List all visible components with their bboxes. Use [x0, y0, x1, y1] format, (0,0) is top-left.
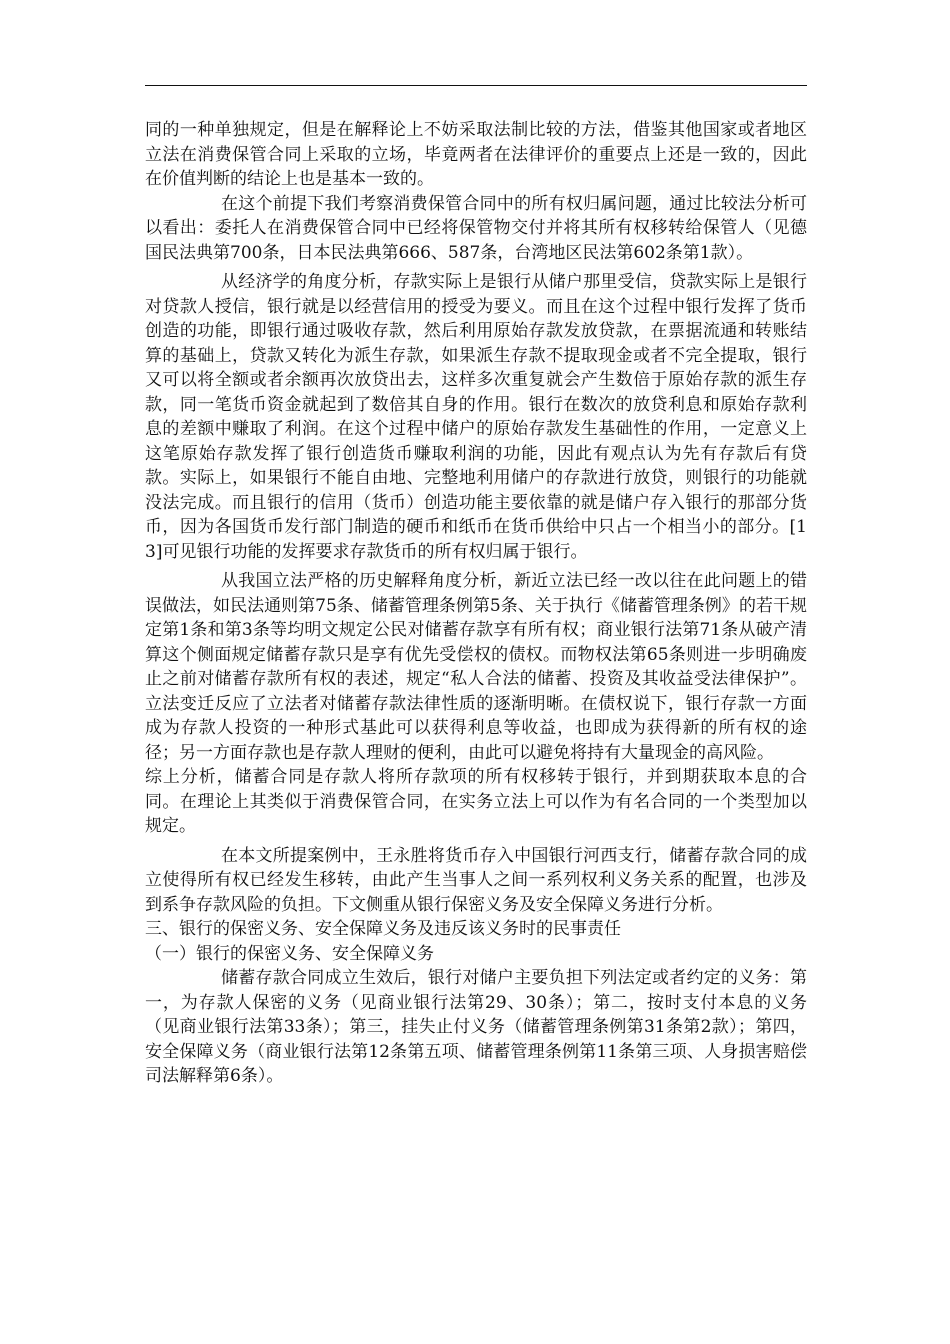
paragraph-2: 在这个前提下我们考察消费保管合同中的所有权归属问题，通过比较法分析可以看出：委托人在消费保管合同中已经将保管物交付并将其所有权移转给保管人（见德国民法典第700条，日本民法典第666、587条，台湾地区民法第602条第1款）。	[145, 193, 807, 263]
paragraph-4: 从我国立法严格的历史解释角度分析，新近立法已经一改以往在此问题上的错误做法，如民法通则第75条、储蓄管理条例第5条、关于执行《储蓄管理条例》的若干规定第1条和第3条等均明文规定公民对储蓄存款享有所有权；商业银行法第71条从破产清算这个侧面规定储蓄存款只是享有优先受偿权的债权。而物权法第65条则进一步明确废止之前对储蓄存款所有权的表述，规定“私人合法的储蓄、投资及其收益受法律保护”。立法变迁反应了立法者对储蓄存款法律性质的逐渐明晰。在债权说下，银行存款一方面成为存款人投资的一种形式基此可以获得利息等收益，也即成为获得新的所有权的途径；另一方面存款也是存款人理财的便利，由此可以避免将持有大量现金的高风险。	[145, 571, 807, 763]
document-body	[145, 118, 807, 1089]
section-heading: 三、银行的保密义务、安全保障义务及违反该义务时的民事责任	[145, 919, 621, 939]
paragraph-7: 储蓄存款合同成立生效后，银行对储户主要负担下列法定或者约定的义务：第一，为存款人保密的义务（见商业银行法第29、30条）；第二，按时支付本息的义务（见商业银行法第33条）；第三，挂失止付义务（储蓄管理条例第31条第2款）；第四，安全保障义务（商业银行法第12条第五项、储蓄管理条例第11条第三项、人身损害赔偿司法解释第6条）。	[145, 968, 807, 1086]
paragraph-1: 同的一种单独规定，但是在解释论上不妨采取法制比较的方法，借鉴其他国家或者地区立法在消费保管合同上采取的立场，毕竟两者在法律评价的重要点上还是一致的，因此在价值判断的结论上也是基本一致的。	[145, 120, 807, 189]
paragraph-5: 综上分析，储蓄合同是存款人将所存款项的所有权移转于银行，并到期获取本息的合同。在理论上其类似于消费保管合同，在实务立法上可以作为有名合同的一个类型加以规定。	[145, 767, 807, 836]
subsection-heading: （一）银行的保密义务、安全保障义务	[145, 943, 434, 964]
paragraph-3: 从经济学的角度分析，存款实际上是银行从储户那里受信，贷款实际上是银行对贷款人授信，银行就是以经营信用的授受为要义。而且在这个过程中银行发挥了货币创造的功能，即银行通过吸收存款，然后利用原始存款发放贷款，在票据流通和转账结算的基础上，贷款又转化为派生存款，如果派生存款不提取现金或者不完全提取，银行又可以将全额或者余额再次放贷出去，这样多次重复就会产生数倍于原始存款的派生存款，同一笔货币资金就起到了数倍其自身的作用。银行在数次的放贷利息和原始存款利息的差额中赚取了利润。在这个过程中储户的原始存款发生基础性的作用，一定意义上这笔原始存款发挥了银行创造货币赚取利润的功能，因此有观点认为先有存款后有贷款。实际上，如果银行不能自由地、完整地利用储户的存款进行放贷，则银行的功能就没法完成。而且银行的信用（货币）创造功能主要依靠的就是储户存入银行的那部分货币，因为各国货币发行部门制造的硬币和纸币在货币供给中只占一个相当小的部分。[13]可见银行功能的发挥要求存款货币的所有权归属于银行。	[145, 272, 807, 562]
header-rule	[145, 85, 807, 86]
paragraph-6: 在本文所提案例中，王永胜将货币存入中国银行河西支行，储蓄存款合同的成立使得所有权已经发生移转，由此产生当事人之间一系列权利义务关系的配置，也涉及到系争存款风险的负担。下文侧重从银行保密义务及安全保障义务进行分析。	[145, 845, 807, 915]
